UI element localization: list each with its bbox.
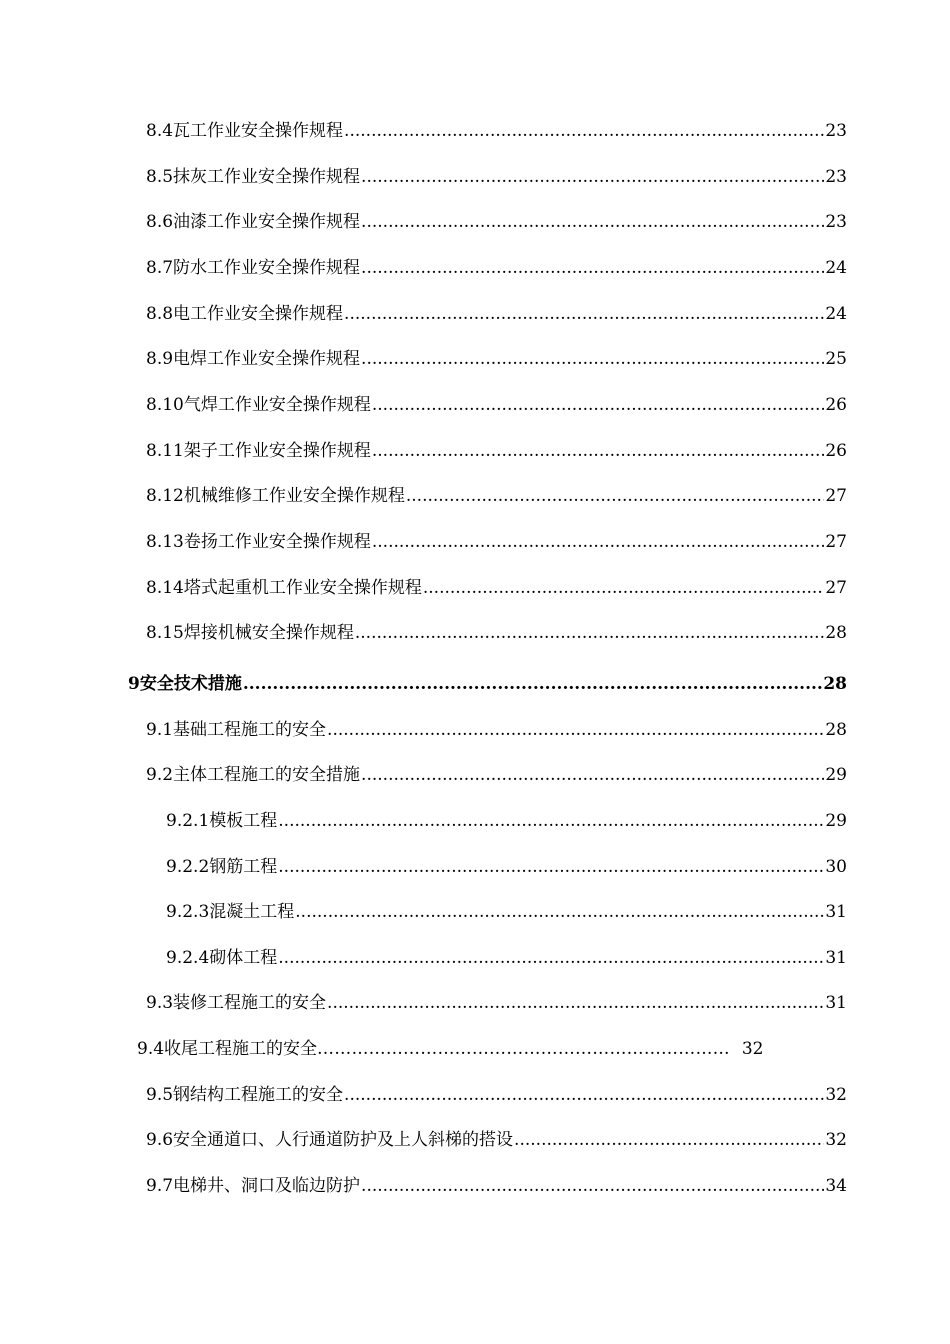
toc-page: 28 bbox=[825, 720, 847, 740]
toc-leader bbox=[361, 764, 824, 786]
toc-title: 防水工作业安全操作规程 bbox=[173, 258, 361, 278]
toc-page: 25 bbox=[825, 349, 847, 369]
toc-page: 34 bbox=[825, 1176, 847, 1196]
toc-number: 9.2.4 bbox=[166, 948, 210, 968]
toc-number: 9.4 bbox=[137, 1039, 165, 1059]
toc-number: 8.10 bbox=[146, 395, 184, 415]
toc-number: 8.6 bbox=[146, 212, 174, 232]
toc-number: 9.7 bbox=[146, 1176, 174, 1196]
toc-title: 气焊工作业安全操作规程 bbox=[183, 395, 371, 415]
toc-leader bbox=[344, 120, 824, 142]
toc-leader bbox=[372, 440, 825, 462]
toc-leader bbox=[406, 485, 825, 507]
toc-page: 29 bbox=[825, 765, 847, 785]
toc-title: 模板工程 bbox=[209, 811, 278, 831]
toc-entry-9-4[interactable] bbox=[137, 1038, 764, 1060]
toc-page: 26 bbox=[825, 441, 847, 461]
toc-number: 8.12 bbox=[146, 486, 184, 506]
toc-number: 9.1 bbox=[146, 720, 174, 740]
toc-leader bbox=[327, 719, 824, 741]
toc-leader bbox=[361, 348, 824, 370]
toc-number: 9.2.1 bbox=[166, 811, 210, 831]
toc-leader bbox=[295, 901, 824, 923]
toc-page: 24 bbox=[825, 258, 847, 278]
toc-leader bbox=[278, 947, 824, 969]
toc-page: 28 bbox=[825, 623, 847, 643]
toc-number: 9.3 bbox=[146, 993, 174, 1013]
toc-title: 架子工作业安全操作规程 bbox=[183, 441, 371, 461]
toc-entry-8-12[interactable] bbox=[146, 485, 847, 507]
toc-number: 9.2.3 bbox=[166, 902, 210, 922]
toc-title: 装修工程施工的安全 bbox=[173, 993, 327, 1013]
toc-page: 32 bbox=[825, 1130, 847, 1150]
toc-title: 电焊工作业安全操作规程 bbox=[173, 349, 361, 369]
toc-entry-9-7[interactable] bbox=[146, 1175, 847, 1197]
toc-title: 电梯井、洞口及临边防护 bbox=[173, 1176, 361, 1196]
toc-title: 抹灰工作业安全操作规程 bbox=[173, 167, 361, 187]
toc-number: 8.9 bbox=[146, 349, 174, 369]
toc-entry-9-6[interactable] bbox=[146, 1129, 847, 1151]
toc-title: 主体工程施工的安全措施 bbox=[173, 765, 361, 785]
toc-leader bbox=[361, 166, 824, 188]
toc-leader bbox=[361, 257, 824, 279]
toc-page: 31 bbox=[825, 902, 847, 922]
toc-entry-9-2-3[interactable] bbox=[166, 901, 847, 923]
toc-page: 23 bbox=[825, 167, 847, 187]
toc-leader bbox=[361, 211, 824, 233]
toc-page: 28 bbox=[823, 674, 847, 694]
toc-title: 卷扬工作业安全操作规程 bbox=[183, 532, 371, 552]
toc-number: 8.7 bbox=[146, 258, 174, 278]
toc-page: 23 bbox=[825, 121, 847, 141]
toc-entry-8-6[interactable] bbox=[146, 211, 847, 233]
toc-leader bbox=[423, 577, 825, 599]
toc-title: 混凝土工程 bbox=[209, 902, 295, 922]
toc-title: 机械维修工作业安全操作规程 bbox=[183, 486, 405, 506]
toc-title: 收尾工程施工的安全 bbox=[164, 1039, 318, 1059]
toc-title: 基础工程施工的安全 bbox=[173, 720, 327, 740]
toc-leader bbox=[278, 856, 824, 878]
toc-number: 9.5 bbox=[146, 1085, 174, 1105]
toc-entry-8-15[interactable] bbox=[146, 622, 847, 644]
toc-page: 31 bbox=[825, 993, 847, 1013]
toc-title: 塔式起重机工作业安全操作规程 bbox=[183, 578, 422, 598]
toc-title: 焊接机械安全操作规程 bbox=[183, 623, 354, 643]
toc-page: 32 bbox=[741, 1039, 764, 1059]
toc-page: 32 bbox=[825, 1085, 847, 1105]
toc-title: 砌体工程 bbox=[209, 948, 278, 968]
toc-leader bbox=[243, 673, 822, 695]
toc-leader bbox=[344, 1084, 824, 1106]
toc-number: 9.2.2 bbox=[166, 857, 210, 877]
toc-entry-9-3[interactable] bbox=[146, 992, 847, 1014]
toc-page: 27 bbox=[825, 578, 847, 598]
toc-page: 31 bbox=[825, 948, 847, 968]
toc-entry-9-5[interactable] bbox=[146, 1084, 847, 1106]
toc-number: 8.15 bbox=[146, 623, 184, 643]
toc-number: 8.8 bbox=[146, 304, 174, 324]
toc-page: 23 bbox=[825, 212, 847, 232]
toc-title: 钢结构工程施工的安全 bbox=[173, 1085, 344, 1105]
toc-page: 27 bbox=[825, 532, 847, 552]
toc-title: 安全技术措施 bbox=[139, 674, 242, 694]
toc-leader: ……………………………………………………………… bbox=[317, 1039, 730, 1059]
toc-number: 8.4 bbox=[146, 121, 174, 141]
toc-page: 30 bbox=[825, 857, 847, 877]
toc-entry-9-2-2[interactable] bbox=[166, 856, 847, 878]
toc-page: 29 bbox=[825, 811, 847, 831]
toc-entry-9[interactable] bbox=[128, 673, 847, 695]
toc-title: 电工作业安全操作规程 bbox=[173, 304, 344, 324]
toc-leader bbox=[361, 1175, 824, 1197]
toc-entry-8-14[interactable] bbox=[146, 577, 847, 599]
toc-entry-9-1[interactable] bbox=[146, 719, 847, 741]
toc-title: 油漆工作业安全操作规程 bbox=[173, 212, 361, 232]
toc-entry-9-2[interactable] bbox=[146, 764, 847, 786]
toc-number: 8.5 bbox=[146, 167, 174, 187]
toc-page: 26 bbox=[825, 395, 847, 415]
toc-title: 安全通道口、人行通道防护及上人斜梯的搭设 bbox=[173, 1130, 514, 1150]
toc-entry-8-8[interactable] bbox=[146, 303, 847, 325]
toc-page: 24 bbox=[825, 304, 847, 324]
toc-title: 钢筋工程 bbox=[209, 857, 278, 877]
toc-number: 8.11 bbox=[146, 441, 184, 461]
toc-entry-9-2-1[interactable] bbox=[166, 810, 847, 832]
toc-leader bbox=[372, 531, 825, 553]
toc-leader bbox=[372, 394, 825, 416]
toc-entry-8-13[interactable] bbox=[146, 531, 847, 553]
toc-number: 8.14 bbox=[146, 578, 184, 598]
toc-entry-8-9[interactable] bbox=[146, 348, 847, 370]
toc-leader bbox=[327, 992, 824, 1014]
toc-number: 9.6 bbox=[146, 1130, 174, 1150]
toc-entry-8-7[interactable] bbox=[146, 257, 847, 279]
toc-number: 9 bbox=[128, 674, 140, 694]
toc-leader bbox=[514, 1129, 824, 1151]
toc-leader bbox=[278, 810, 824, 832]
toc-entry-8-10[interactable] bbox=[146, 394, 847, 416]
toc-title: 瓦工作业安全操作规程 bbox=[173, 121, 344, 141]
toc-entry-8-4[interactable] bbox=[146, 120, 847, 142]
toc-number: 9.2 bbox=[146, 765, 174, 785]
toc-entry-8-5[interactable] bbox=[146, 166, 847, 188]
toc-leader bbox=[355, 622, 825, 644]
toc-page: 27 bbox=[825, 486, 847, 506]
toc-leader bbox=[344, 303, 824, 325]
toc-number: 8.13 bbox=[146, 532, 184, 552]
toc-entry-8-11[interactable] bbox=[146, 440, 847, 462]
toc-entry-9-2-4[interactable] bbox=[166, 947, 847, 969]
